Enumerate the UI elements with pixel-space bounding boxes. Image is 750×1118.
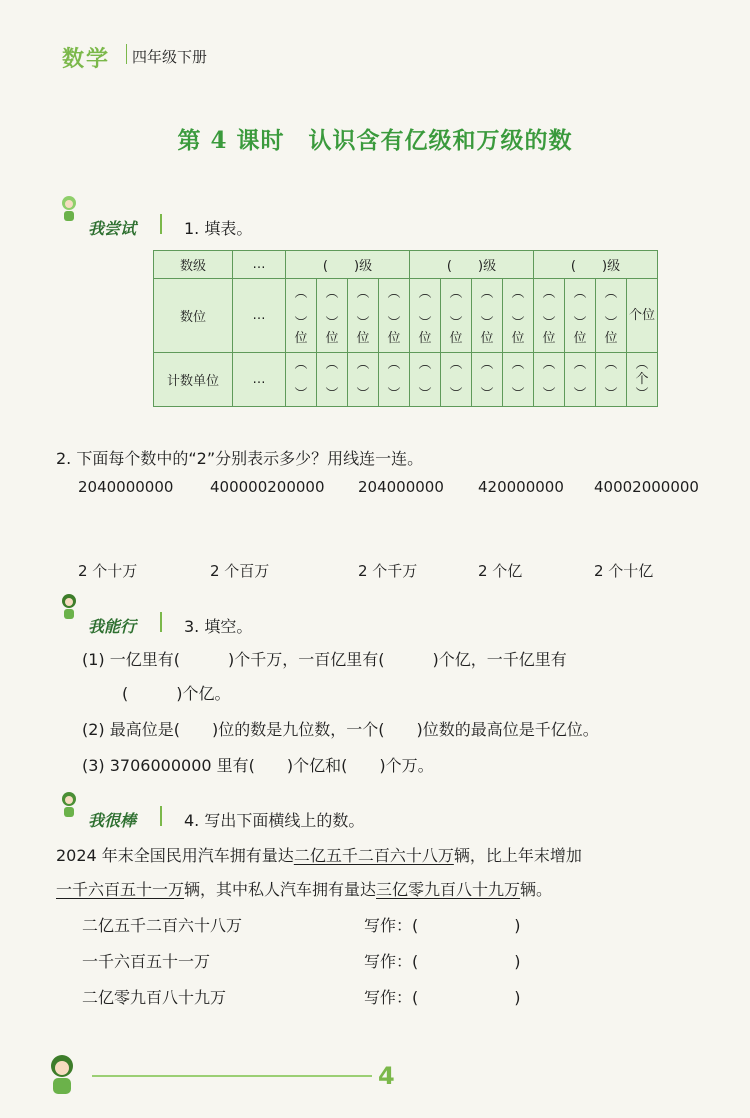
mascot-kid-icon: [56, 790, 82, 820]
answer-row-write: 写作：( ): [364, 952, 521, 971]
para-text: 辆，其中私人汽车拥有量达: [184, 880, 377, 899]
digit-blank-cell: ︵ ︶ 位: [379, 279, 410, 353]
ones-unit-cell: ︵ 个 ︶: [627, 353, 658, 407]
answer-row-label: 一千六百五十一万: [82, 952, 211, 971]
tag-divider: [160, 214, 162, 234]
q3-line-1a: (1) 一亿里有( )个千万，一百亿里有( )个亿，一千亿里有: [82, 650, 567, 669]
ones-digit-cell: 个位: [627, 279, 658, 353]
unit-blank-cell: ︵ ︶: [317, 353, 348, 407]
unit-blank-cell: ︵ ︶: [286, 353, 317, 407]
table-ellipsis: …: [233, 251, 286, 279]
digit-blank-cell: ︵ ︶ 位: [348, 279, 379, 353]
answer-row-label: 二亿零九百八十九万: [82, 988, 227, 1007]
table-level-cell: ( )级: [410, 251, 534, 279]
header-divider: [126, 44, 127, 64]
unit-blank-cell: ︵ ︶: [503, 353, 534, 407]
unit-blank-cell: ︵ ︶: [441, 353, 472, 407]
digit-blank-cell: ︵ ︶ 位: [410, 279, 441, 353]
question-4: 4. 写出下面横线上的数。: [184, 811, 365, 830]
q3-line-1b: ( )个亿。: [122, 684, 231, 703]
para-text: 2024 年末全国民用汽车拥有量达: [56, 846, 294, 865]
unit-blank-cell: ︵ ︶: [410, 353, 441, 407]
unit-blank-cell: ︵ ︶: [348, 353, 379, 407]
underlined-number: 二亿五千二百六十八万: [293, 846, 454, 865]
answer-row-write: 写作：( ): [364, 988, 521, 1007]
answer-row-label: 二亿五千二百六十八万: [82, 916, 243, 935]
number-item: 400000200000: [210, 478, 325, 496]
number-item: 40002000000: [594, 478, 699, 496]
digit-blank-cell: ︵ ︶ 位: [565, 279, 596, 353]
table-level-cell: ( )级: [286, 251, 410, 279]
subject-label: 数学: [62, 47, 111, 72]
underlined-number: 三亿零九百八十九万: [376, 880, 521, 899]
digit-blank-cell: ︵ ︶ 位: [534, 279, 565, 353]
table-row-label: 计数单位: [154, 353, 233, 407]
unit-blank-cell: ︵ ︶: [472, 353, 503, 407]
table-row-label: 数级: [154, 251, 233, 279]
q3-line-2: (2) 最高位是( )位的数是九位数，一个( )位数的最高位是千亿位。: [82, 720, 599, 739]
question-2: 2. 下面每个数中的“2”分别表示多少？用线连一连。: [56, 449, 424, 468]
footer-divider: [92, 1075, 372, 1077]
number-item: 204000000: [358, 478, 444, 496]
section-tag-great: 我很棒: [88, 811, 137, 830]
lesson-title: 第 4 课时 认识含有亿级和万级的数: [177, 127, 573, 154]
table-row-label: 数位: [154, 279, 233, 353]
number-item: 2040000000: [78, 478, 174, 496]
unit-blank-cell: ︵ ︶: [534, 353, 565, 407]
para-text: 辆。: [520, 880, 553, 899]
unit-item: 2 个千万: [358, 562, 418, 580]
mascot-boy-icon: [56, 592, 82, 622]
digit-blank-cell: ︵ ︶ 位: [472, 279, 503, 353]
unit-item: 2 个十亿: [594, 562, 654, 580]
question-3: 3. 填空。: [184, 617, 253, 636]
unit-blank-cell: ︵ ︶: [596, 353, 627, 407]
q3-line-3: (3) 3706000000 里有( )个亿和( )个万。: [82, 756, 434, 775]
unit-item: 2 个亿: [478, 562, 523, 580]
place-value-table: [153, 250, 658, 407]
table-ellipsis: …: [233, 279, 286, 353]
grade-label: 四年级下册: [132, 48, 208, 66]
unit-blank-cell: ︵ ︶: [379, 353, 410, 407]
section-tag-try: 我尝试: [88, 219, 137, 238]
digit-blank-cell: ︵ ︶ 位: [317, 279, 348, 353]
table-level-cell: ( )级: [534, 251, 658, 279]
digit-blank-cell: ︵ ︶ 位: [441, 279, 472, 353]
unit-item: 2 个十万: [78, 562, 138, 580]
section-tag-can-do: 我能行: [88, 617, 137, 636]
tag-divider: [160, 612, 162, 632]
q4-paragraph-line-2: [56, 880, 552, 900]
underlined-number: 一千六百五十一万: [56, 880, 185, 899]
question-1: 1. 填表。: [184, 219, 253, 238]
digit-blank-cell: ︵ ︶ 位: [286, 279, 317, 353]
answer-row-write: 写作：( ): [364, 916, 521, 935]
unit-item: 2 个百万: [210, 562, 270, 580]
para-text: 辆，比上年末增加: [453, 846, 582, 865]
number-item: 420000000: [478, 478, 564, 496]
mascot-girl-icon: [56, 194, 82, 224]
page-number: 4: [378, 1062, 395, 1090]
digit-blank-cell: ︵ ︶ 位: [596, 279, 627, 353]
footer-mascot-icon: [40, 1052, 84, 1100]
q4-paragraph-line-1: [56, 846, 582, 866]
unit-blank-cell: ︵ ︶: [565, 353, 596, 407]
table-ellipsis: …: [233, 353, 286, 407]
tag-divider: [160, 806, 162, 826]
digit-blank-cell: ︵ ︶ 位: [503, 279, 534, 353]
